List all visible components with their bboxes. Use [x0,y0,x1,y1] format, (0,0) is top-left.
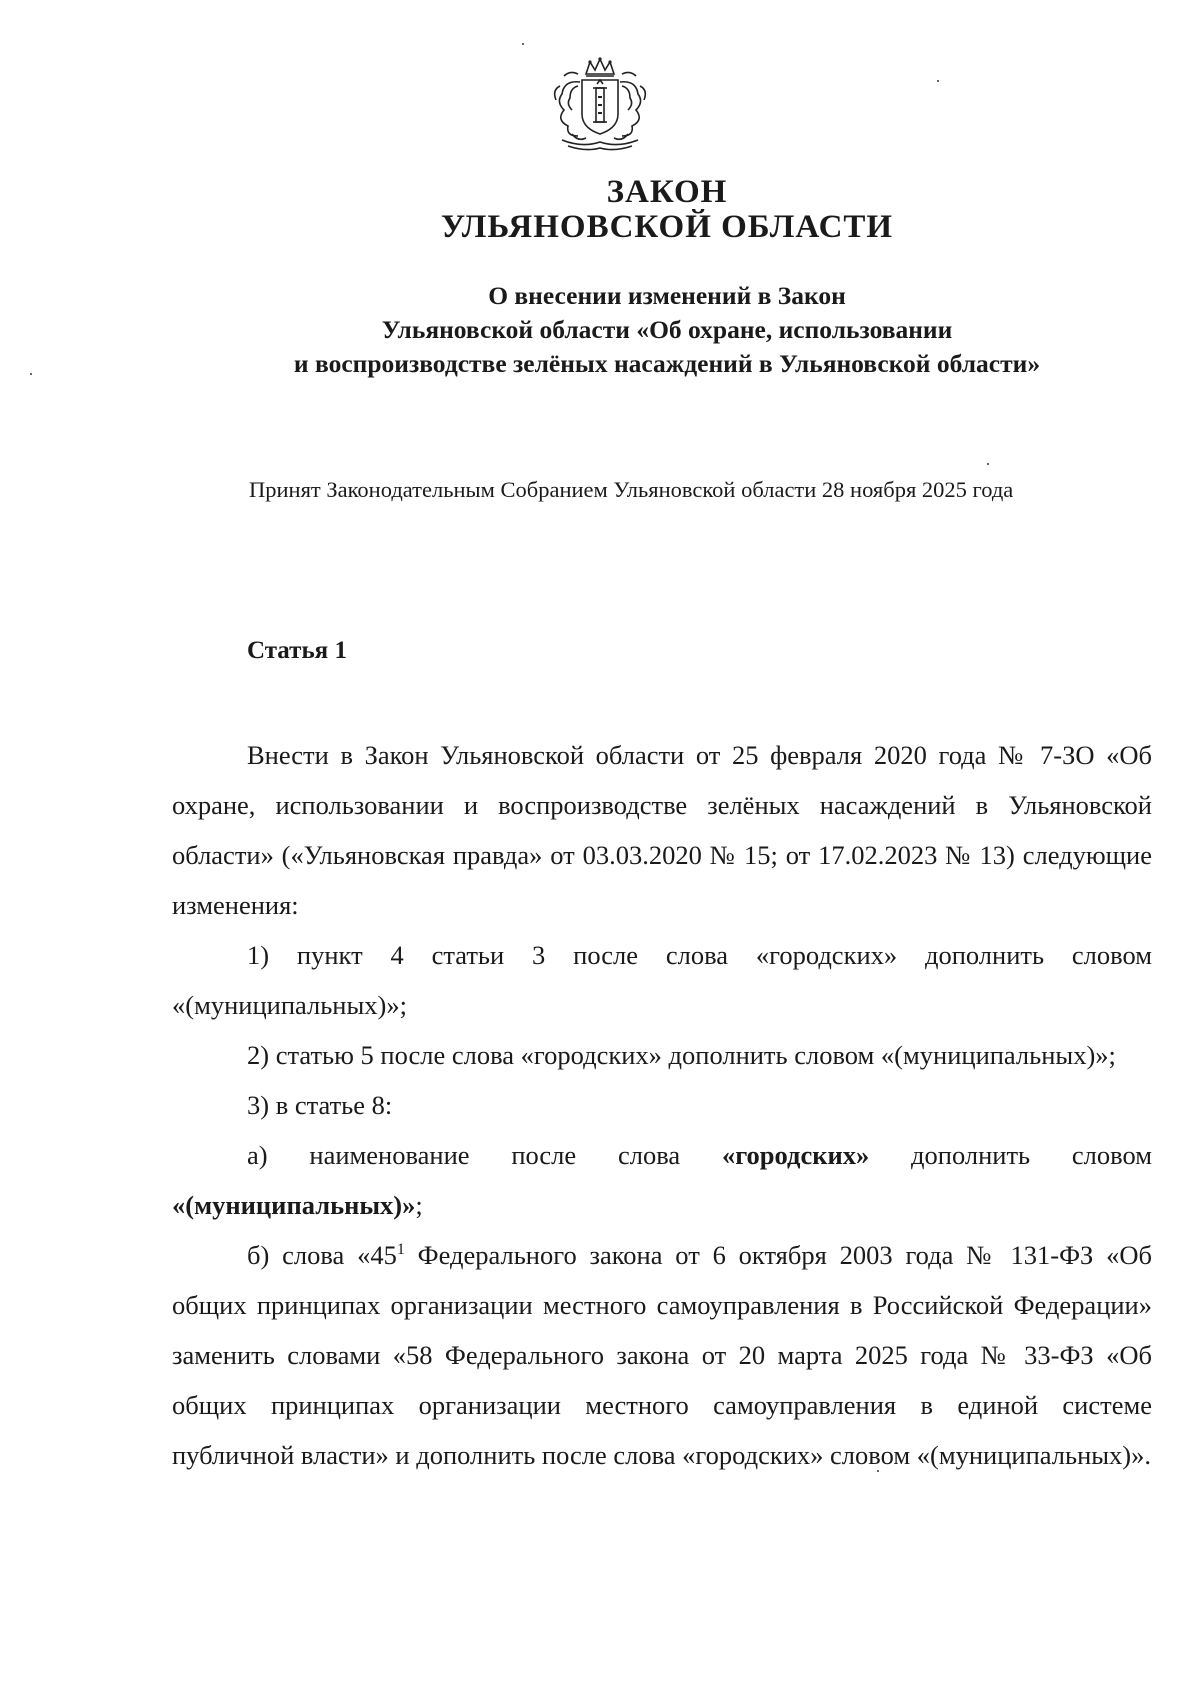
coat-of-arms-icon [542,56,658,154]
article-heading: Статья 1 [247,637,347,664]
law-title-line-2: Ульяновской области «Об охране, использовании [381,315,953,344]
law-title-line-3: и воспроизводстве зелёных насаждений в Ульяновской области» [293,349,1041,378]
item-3a-middle: дополнить словом [869,1140,1153,1170]
scan-speck [937,80,939,82]
scan-speck [30,373,32,375]
law-heading-line-1: ЗАКОН [606,174,728,210]
law-heading-line-2: УЛЬЯНОВСКОЙ ОБЛАСТИ [440,209,894,245]
amendment-item-3a [172,1130,1152,1230]
article-intro-paragraph: Внести в Закон Ульяновской области от 25 февраля 2020 года № 7-ЗО «Об охране, использовании и воспроизводстве зелёных насаждений в Ульяновской области» («Ульяновская правда» от 03.03.2020 № 15; от 17.02.2023 № 13) следующие изменения: [172,740,1152,920]
law-title-line-1: О внесении изменений в Закон [488,281,846,310]
law-title [0,279,1200,381]
amendment-item-3: 3) в статье 8: [247,1090,393,1120]
scan-speck [987,463,989,465]
amendment-item-3b [172,1230,1152,1480]
scan-speck [877,1470,879,1472]
item-3a-prefix: а) наименование после слова [247,1140,722,1170]
adoption-statement: Принят Законодательным Собранием Ульяновской области 28 ноября 2025 года [249,477,1014,502]
scan-speck [522,43,524,45]
item-3b-superscript: 1 [396,1241,405,1259]
item-3a-suffix: ; [415,1190,423,1220]
amendment-item-1: 1) пункт 4 статьи 3 после слова «городских» дополнить словом «(муниципальных)»; [172,940,1152,1020]
item-3a-word: «городских» [721,1140,870,1170]
item-3a-insert: «(муниципальных)» [172,1190,416,1220]
item-3b-rest: Федерального закона от 6 октября 2003 года № 131-ФЗ «Об общих принципах организации местного самоуправления в Российской Федерации» заменить словами «58 Федерального закона от 20 марта 2025 года № 33-ФЗ «Об общих принципах организации местного самоуправления в единой системе публичной власти» и дополнить после слова «городских» словом «(муниципальных)». [172,1240,1152,1470]
amendment-item-2: 2) статью 5 после слова «городских» дополнить словом «(муниципальных)»; [247,1040,1116,1070]
item-3b-prefix: б) слова «45 [247,1240,397,1270]
article-body [172,730,1152,1480]
